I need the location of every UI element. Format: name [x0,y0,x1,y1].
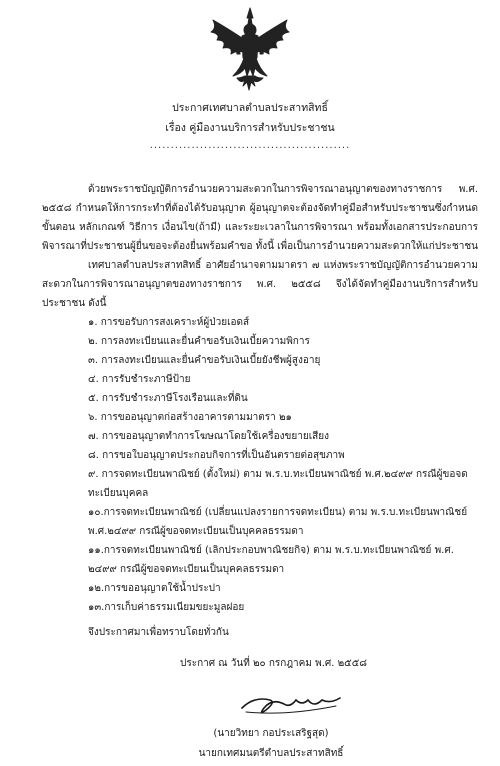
intro-paragraph: ด้วยพระราชบัญญัติการอำนวยความสะดวกในการพิจารณาอนุญาตของทางราชการ พ.ศ. ๒๕๕๘ กำหนดให้การกระทำที่ต้องได้รับอนุญาต ผู้อนุญาตจะต้องจัดทำคู่มือสำหรับประชาชนซึ่งกำหนดขั้นตอน หลักเกณฑ์ วิธีการ เงื่อนไข(ถ้ามี) และระยะเวลาในการพิจารณา พร้อมทั้งเอกสารประกอบการพิจารณาที่ประชาชนผู้ยื่นขอจะต้องยื่นพร้อมคำขอ ทั้งนี้ เพื่อเป็นการอำนวยความสะดวกให้แก่ประชาชน [42,184,478,252]
list-item: ๑๐.การจดทะเบียนพาณิชย์ (เปลี่ยนแปลงรายการจดทะเบียน) ตาม พ.ร.บ.ทะเบียนพาณิชย์ พ.ศ.๒๔๙๙ กรณีผู้ขอจดทะเบียนเป็นบุคคลธรรมดา [88,507,468,537]
list-item: ๖. การขออนุญาตก่อสร้างอาคารตามมาตรา ๒๑ [88,412,292,423]
list-item: ๗. การขออนุญาตทำการโฆษณาโดยใช้เครื่องขยายเสียง [88,431,329,442]
list-item: ๑. การขอรับการสงเคราะห์ผู้ป่วยเอดส์ [88,317,250,328]
announcement-subject: เรื่อง คู่มืองานบริการสำหรับประชาชน [165,122,335,134]
authority-paragraph: เทศบาลตำบลประสาทสิทธิ์ อาศัยอำนาจตามมาตรา ๗ แห่งพระราชบัญญัติการอำนวยความสะดวกในการพิจารณาอนุญาตของทางราชการ พ.ศ. ๒๕๕๘ จึงได้จัดทำคู่มืองานบริการสำหรับประชาชน ดังนี้ [42,260,478,309]
list-item: ๒. การลงทะเบียนและยื่นคำขอรับเงินเบี้ยความพิการ [88,336,310,347]
announcement-date: ประกาศ ณ วันที่ ๒๐ กรกฎาคม พ.ศ. ๒๕๕๘ [180,658,368,669]
signatory-position: นายกเทศมนตรีตำบลประสาทสิทธิ์ [198,748,344,759]
announcement-title: ประกาศเทศบาลตำบลประสาทสิทธิ์ [172,102,328,114]
list-item: ๓. การลงทะเบียนและยื่นคำขอรับเงินเบี้ยยังชีพผู้สูงอายุ [88,355,321,366]
list-item: ๑๑.การจดทะเบียนพาณิชย์ (เลิกประกอบพาณิชยกิจ) ตาม พ.ร.บ.ทะเบียนพาณิชย์ พ.ศ. ๒๔๙๙ กรณีผู้ขอจดทะเบียนเป็นบุคคลธรรมดา [88,545,454,575]
garuda-emblem-icon [207,6,293,94]
list-item: ๑๓.การเก็บค่าธรรมเนียมขยะมูลฝอย [88,602,245,613]
service-list [88,313,480,617]
signatory-name: (นายวิทยา กอประเสริฐสุด) [213,728,329,739]
separator-line: ................................................ [149,140,351,151]
list-item: ๙. การจดทะเบียนพาณิชย์ (ตั้งใหม่) ตาม พ.ร.บ.ทะเบียนพาณิชย์ พ.ศ.๒๔๙๙ กรณีผู้ขอจดทะเบียนบุคคล [88,469,468,499]
handwritten-signature [236,686,346,722]
list-item: ๕. การรับชำระภาษีโรงเรือนและที่ดิน [88,393,248,404]
list-item: ๘. การขอใบอนุญาตประกอบกิจการที่เป็นอันตรายต่อสุขภาพ [88,450,345,461]
list-item: ๑๒.การขออนุญาตใช้น้ำประปา [88,583,221,594]
closing-text: จึงประกาศมาเพื่อทราบโดยทั่วกัน [88,627,229,638]
list-item: ๔. การรับชำระภาษีป้าย [88,374,191,385]
